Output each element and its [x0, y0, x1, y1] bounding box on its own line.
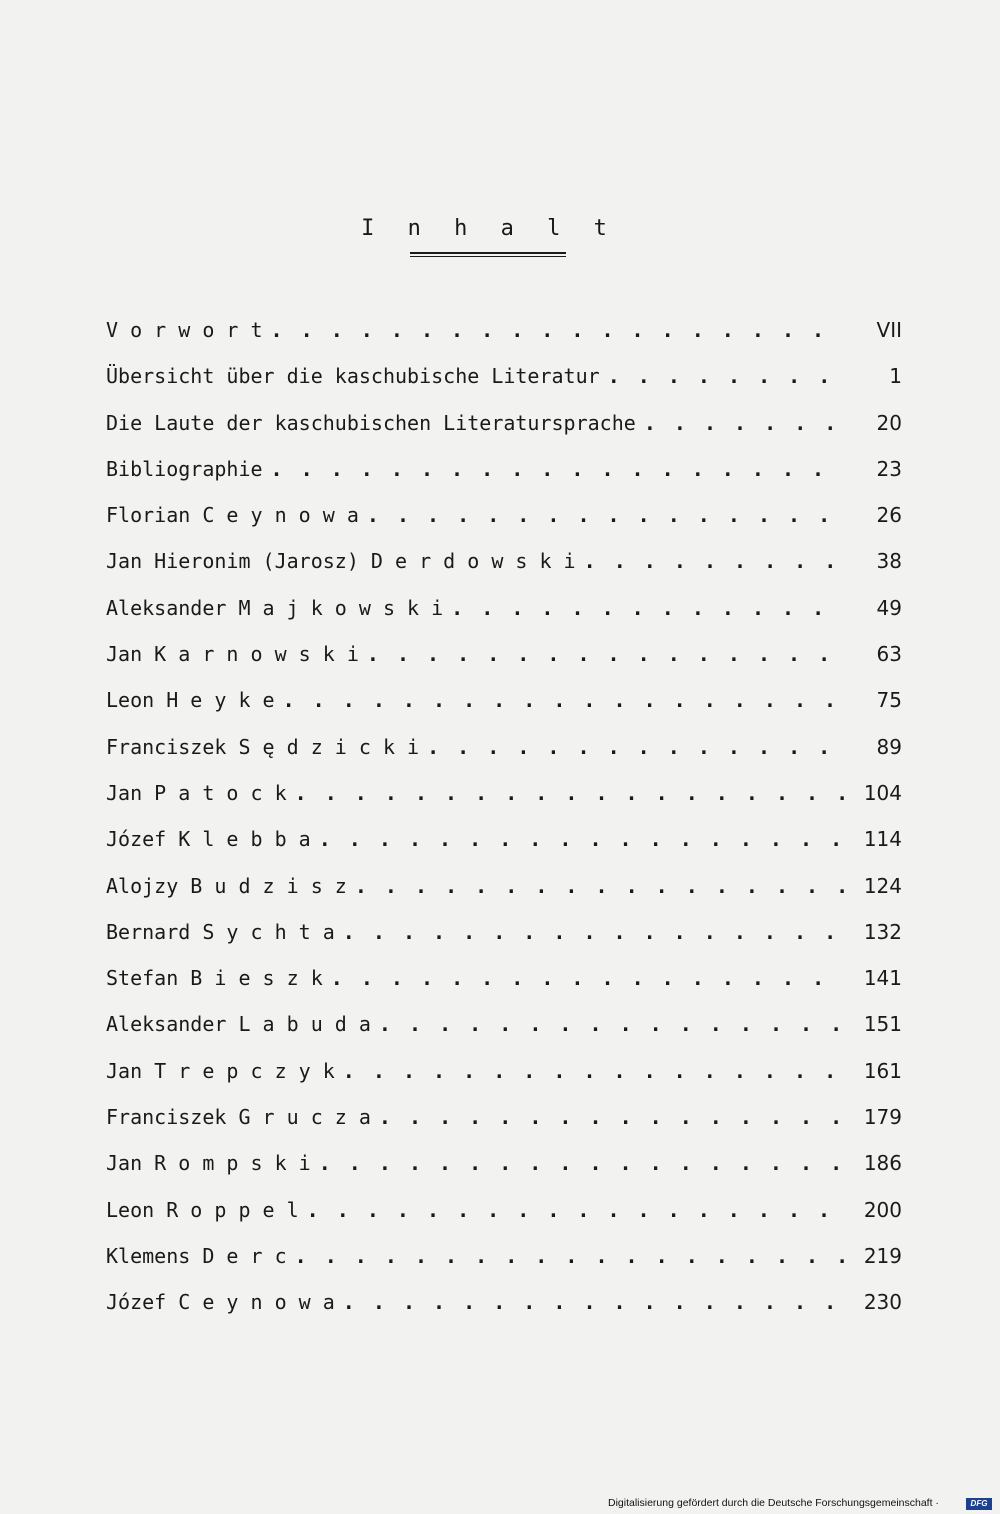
dfg-logo: DFG	[966, 1498, 992, 1510]
funding-note: Digitalisierung gefördert durch die Deutsche Forschungsgemeinschaft ·	[608, 1497, 939, 1509]
toc-entry-label: Die Laute der kaschubischen Literatursprache	[106, 410, 636, 435]
toc-entry-label: Jan R o m p s k i	[106, 1151, 311, 1176]
toc-entry-page-number: 132	[863, 919, 902, 944]
toc-leader-dots	[319, 1151, 844, 1175]
toc-entry-page-number: 49	[876, 595, 902, 620]
toc-entry-label: Jan P a t o c k	[106, 780, 287, 805]
toc-entry-page-number: 63	[876, 642, 902, 667]
toc-leader-dots	[271, 318, 844, 342]
toc-entry-page-number: 38	[876, 549, 902, 574]
toc-entry	[106, 364, 902, 410]
toc-entry-label: Aleksander L a b u d a	[106, 1012, 371, 1037]
toc-entry-label: Józef C e y n o w a	[106, 1290, 335, 1315]
toc-entry-page-number: 219	[863, 1243, 902, 1268]
toc-entry	[106, 318, 902, 364]
toc-entry	[106, 781, 902, 827]
toc-leader-dots	[319, 827, 844, 851]
toc-entry-page-number: 114	[863, 827, 902, 852]
toc-entry	[106, 1105, 902, 1151]
toc-entry	[106, 1244, 902, 1290]
toc-entry	[106, 920, 902, 966]
toc-entry	[106, 966, 902, 1012]
toc-entry-label: Bernard S y c h t a	[106, 919, 335, 944]
toc-entry	[106, 1059, 902, 1105]
toc-leader-dots	[271, 457, 844, 481]
toc-leader-dots	[367, 503, 844, 527]
toc-leader-dots	[343, 1059, 844, 1083]
toc-entry-page-number: 104	[863, 780, 902, 805]
page-title: I n h a l t	[361, 216, 617, 241]
toc-leader-dots	[427, 735, 844, 759]
toc-entry	[106, 1198, 902, 1244]
toc-leader-dots	[343, 920, 844, 944]
title-underline	[410, 252, 566, 254]
toc-leader-dots	[343, 1290, 844, 1314]
toc-leader-dots	[331, 966, 844, 990]
toc-entry-page-number: 200	[863, 1197, 902, 1222]
toc-entry	[106, 411, 902, 457]
toc-entry	[106, 1151, 902, 1197]
toc-entry-label: Jan K a r n o w s k i	[106, 642, 359, 667]
toc-leader-dots	[283, 688, 844, 712]
toc-entry-label: Aleksander M a j k o w s k i	[106, 595, 444, 620]
toc-leader-dots	[379, 1012, 844, 1036]
toc-leader-dots	[451, 596, 844, 620]
toc-entry	[106, 457, 902, 503]
toc-entry-label: Stefan B i e s z k	[106, 966, 323, 991]
toc-leader-dots	[644, 411, 844, 435]
toc-leader-dots	[608, 364, 844, 388]
toc-entry-page-number: VII	[876, 318, 902, 342]
toc-entry	[106, 735, 902, 781]
toc-entry	[106, 549, 902, 595]
toc-entry	[106, 503, 902, 549]
toc-entry-label: Jan Hieronim (Jarosz) D e r d o w s k i	[106, 549, 576, 574]
toc-entry-label: Klemens D e r c	[106, 1243, 287, 1268]
toc-entry-page-number: 186	[863, 1151, 902, 1176]
toc-entry-label: Florian C e y n o w a	[106, 503, 359, 528]
toc-leader-dots	[379, 1105, 844, 1129]
toc-entry-label: Leon H e y k e	[106, 688, 275, 713]
toc-entry-page-number: 230	[863, 1290, 902, 1315]
toc-entry-page-number: 89	[876, 734, 902, 759]
toc-leader-dots	[295, 781, 844, 805]
toc-leader-dots	[307, 1198, 844, 1222]
toc-leader-dots	[295, 1244, 844, 1268]
toc-leader-dots	[355, 874, 844, 898]
toc-entry-label: Übersicht über die kaschubische Literatur	[106, 364, 600, 389]
toc-entry	[106, 688, 902, 734]
toc-leader-dots	[367, 642, 844, 666]
toc-entry	[106, 596, 902, 642]
toc-entry-page-number: 179	[863, 1105, 902, 1130]
toc-entry-page-number: 161	[863, 1058, 902, 1083]
toc-entry-label: Franciszek G r u c z a	[106, 1105, 371, 1130]
toc-entry-label: Alojzy B u d z i s z	[106, 873, 347, 898]
toc-entry-page-number: 75	[876, 688, 902, 713]
toc-entry-page-number: 151	[863, 1012, 902, 1037]
toc-entry	[106, 827, 902, 873]
toc-entry-label: V o r w o r t	[106, 318, 263, 342]
toc-leader-dots	[584, 549, 844, 573]
toc-entry-label: Jan T r e p c z y k	[106, 1058, 335, 1083]
toc-entry-page-number: 141	[863, 966, 902, 991]
toc-entry-page-number: 23	[876, 456, 902, 481]
toc-entry-page-number: 124	[863, 873, 902, 898]
title-underline-second	[410, 256, 566, 257]
table-of-contents	[106, 318, 902, 1337]
toc-entry	[106, 874, 902, 920]
toc-entry	[106, 642, 902, 688]
toc-entry-label: Bibliographie	[106, 456, 263, 481]
toc-entry-label: Leon R o p p e l	[106, 1197, 299, 1222]
toc-entry-label: Józef K l e b b a	[106, 827, 311, 852]
toc-entry-page-number: 26	[876, 503, 902, 528]
toc-entry-page-number: 20	[876, 410, 902, 435]
toc-entry-label: Franciszek S ę d z i c k i	[106, 734, 420, 759]
toc-entry-page-number: 1	[889, 364, 902, 389]
toc-entry	[106, 1290, 902, 1336]
toc-entry	[106, 1012, 902, 1058]
